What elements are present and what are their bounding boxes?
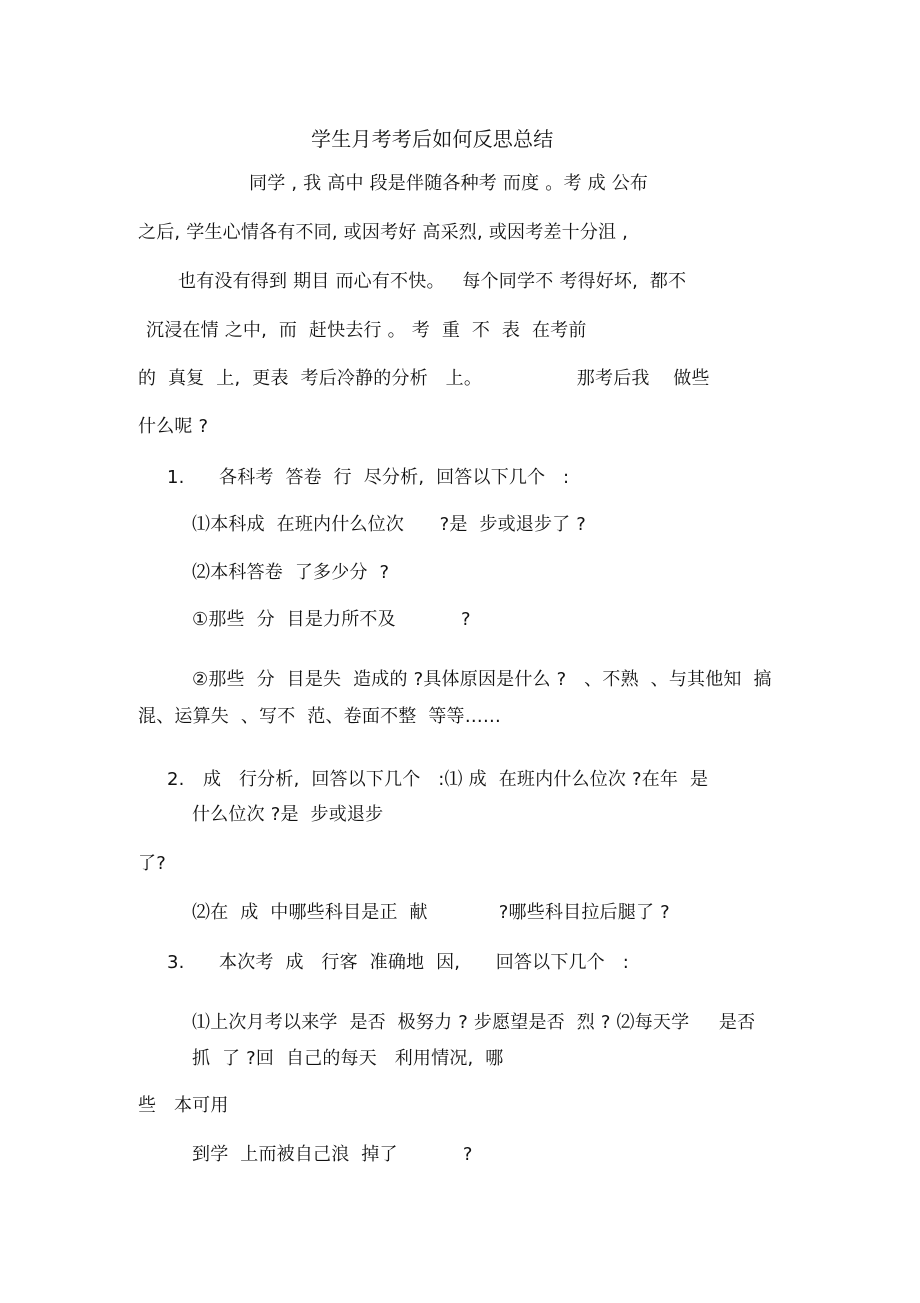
intro-line-1: 同学 , 我 高中 段是伴随各种考 而度 。考 成 公布 [249, 173, 649, 194]
section-3-item-2: 抓 了 ?回 自己的每天 利用情况, 哪 [192, 1048, 504, 1069]
intro-line-2: 之后, 学生心情各有不同, 或因考好 高采烈, 或因考差十分沮 , [138, 222, 629, 243]
intro-line-5: 的 真复 上, 更表 考后冷静的分析 上。 那考后我 做些 [138, 368, 710, 389]
section-3-number: 3. [167, 952, 185, 973]
page-title: 学生月考考后如何反思总结 [311, 127, 554, 151]
intro-line-6: 什么呢 ? [138, 416, 209, 437]
section-2-continuation: 什么位次 ?是 步或退步 [192, 804, 384, 825]
section-2-heading: 成 行分析, 回答以下几个 :⑴ 成 在班内什么位次 ?在年 是 [203, 769, 709, 790]
section-1-item-2: ⑵本科答卷 了多少分 ? [192, 562, 390, 583]
section-1-item-5: 混、运算失 、写不 范、卷面不整 等等…… [138, 706, 502, 727]
section-3-heading: 本次考 成 行客 准确地 因, 回答以下几个 : [219, 952, 629, 973]
intro-line-4: 沉浸在情 之中, 而 赶快去行 。 考 重 不 表 在考前 [146, 320, 587, 341]
section-3-item-3: 些 本可用 [138, 1095, 229, 1116]
section-1-item-3: ①那些 分 目是力所不及 ? [192, 609, 471, 630]
section-1-item-4: ②那些 分 目是失 造成的 ?具体原因是什么 ? 、不熟 、与其他知 搞 [192, 669, 772, 690]
section-1-number: 1. [167, 467, 185, 488]
section-3-item-4: 到学 上而被自己浪 掉了 ? [192, 1144, 473, 1165]
section-2-item-1: ⑵在 成 中哪些科目是正 献 ?哪些科目拉后腿了 ? [192, 902, 670, 923]
section-3-item-1: ⑴上次月考以来学 是否 极努力 ? 步愿望是否 烈 ? ⑵每天学 是否 [192, 1012, 756, 1033]
section-1-item-1: ⑴本科成 在班内什么位次 ?是 步或退步了 ? [192, 514, 587, 535]
intro-line-3: 也有没有得到 期目 而心有不快。 每个同学不 考得好坏, 都不 [178, 271, 687, 292]
section-2-tail: 了? [138, 853, 166, 874]
section-1-heading: 各科考 答卷 行 尽分析, 回答以下几个 : [219, 467, 570, 488]
section-2-number: 2. [167, 769, 185, 790]
